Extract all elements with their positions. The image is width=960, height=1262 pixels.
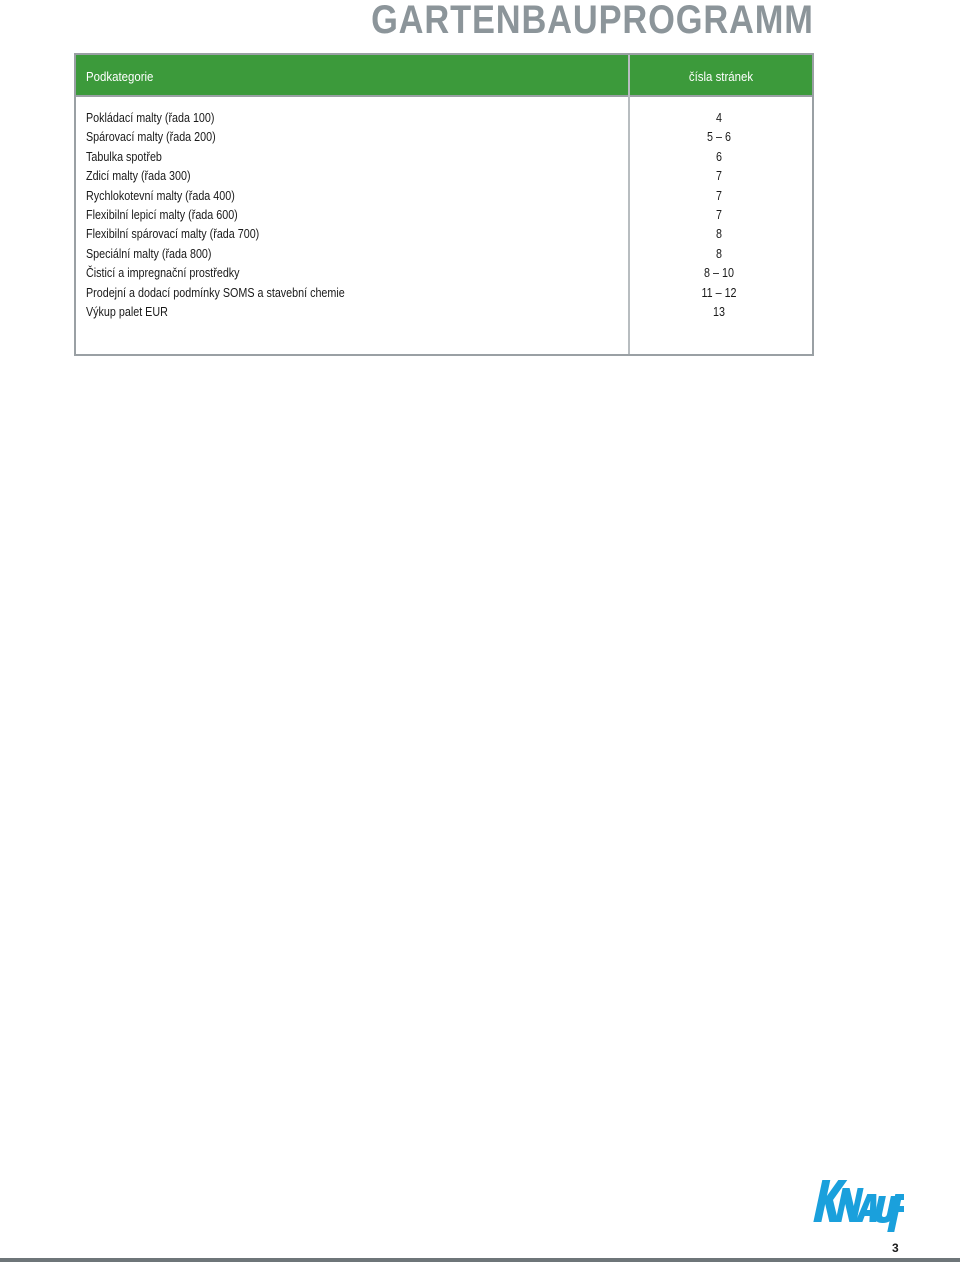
row-category: Zdicí malty (řada 300): [86, 169, 191, 184]
row-category: Prodejní a dodací podmínky SOMS a stavební chemie: [86, 285, 345, 300]
page-number: 3: [892, 1241, 899, 1255]
toc-table: [74, 53, 814, 356]
table-row: [76, 225, 812, 244]
row-category: Speciální malty (řada 800): [86, 246, 212, 261]
header-pages: čísla stránek: [688, 69, 754, 84]
table-row: [76, 303, 812, 322]
table-row: [76, 109, 812, 128]
row-pages: 7: [716, 188, 722, 203]
row-pages: 6: [716, 149, 722, 164]
row-category: Pokládací malty (řada 100): [86, 111, 215, 125]
table-row: [76, 206, 812, 225]
table-row: [76, 148, 812, 167]
row-pages: 8: [716, 227, 722, 242]
page-title: GARTENBAUPROGRAMM: [371, 0, 814, 42]
row-pages: 4: [716, 111, 722, 125]
row-category: Flexibilní spárovací malty (řada 700): [86, 227, 260, 242]
row-pages: 13: [713, 304, 725, 319]
row-pages: 11 – 12: [701, 285, 737, 300]
header-category: Podkategorie: [86, 69, 154, 84]
row-category: Flexibilní lepicí malty (řada 600): [86, 207, 238, 222]
table-row: [76, 264, 812, 283]
row-category: Čisticí a impregnační prostředky: [86, 266, 240, 281]
row-pages: 5 – 6: [707, 130, 731, 145]
table-row: [76, 187, 812, 206]
row-pages: 8 – 10: [704, 266, 734, 281]
toc-header: [76, 55, 812, 97]
row-pages: 7: [716, 169, 722, 184]
table-row: [76, 245, 812, 264]
table-row: [76, 167, 812, 186]
row-category: Výkup palet EUR: [86, 304, 168, 319]
toc-rows: [76, 109, 812, 322]
row-category: Rychlokotevní malty (řada 400): [86, 188, 235, 203]
bottom-rule: [0, 1258, 960, 1262]
row-pages: 8: [716, 246, 722, 261]
row-pages: 7: [716, 207, 722, 222]
row-category: Spárovací malty (řada 200): [86, 130, 216, 145]
knauf-logo: [812, 1172, 904, 1234]
table-row: [76, 128, 812, 147]
row-category: Tabulka spotřeb: [86, 149, 162, 164]
table-row: [76, 284, 812, 303]
